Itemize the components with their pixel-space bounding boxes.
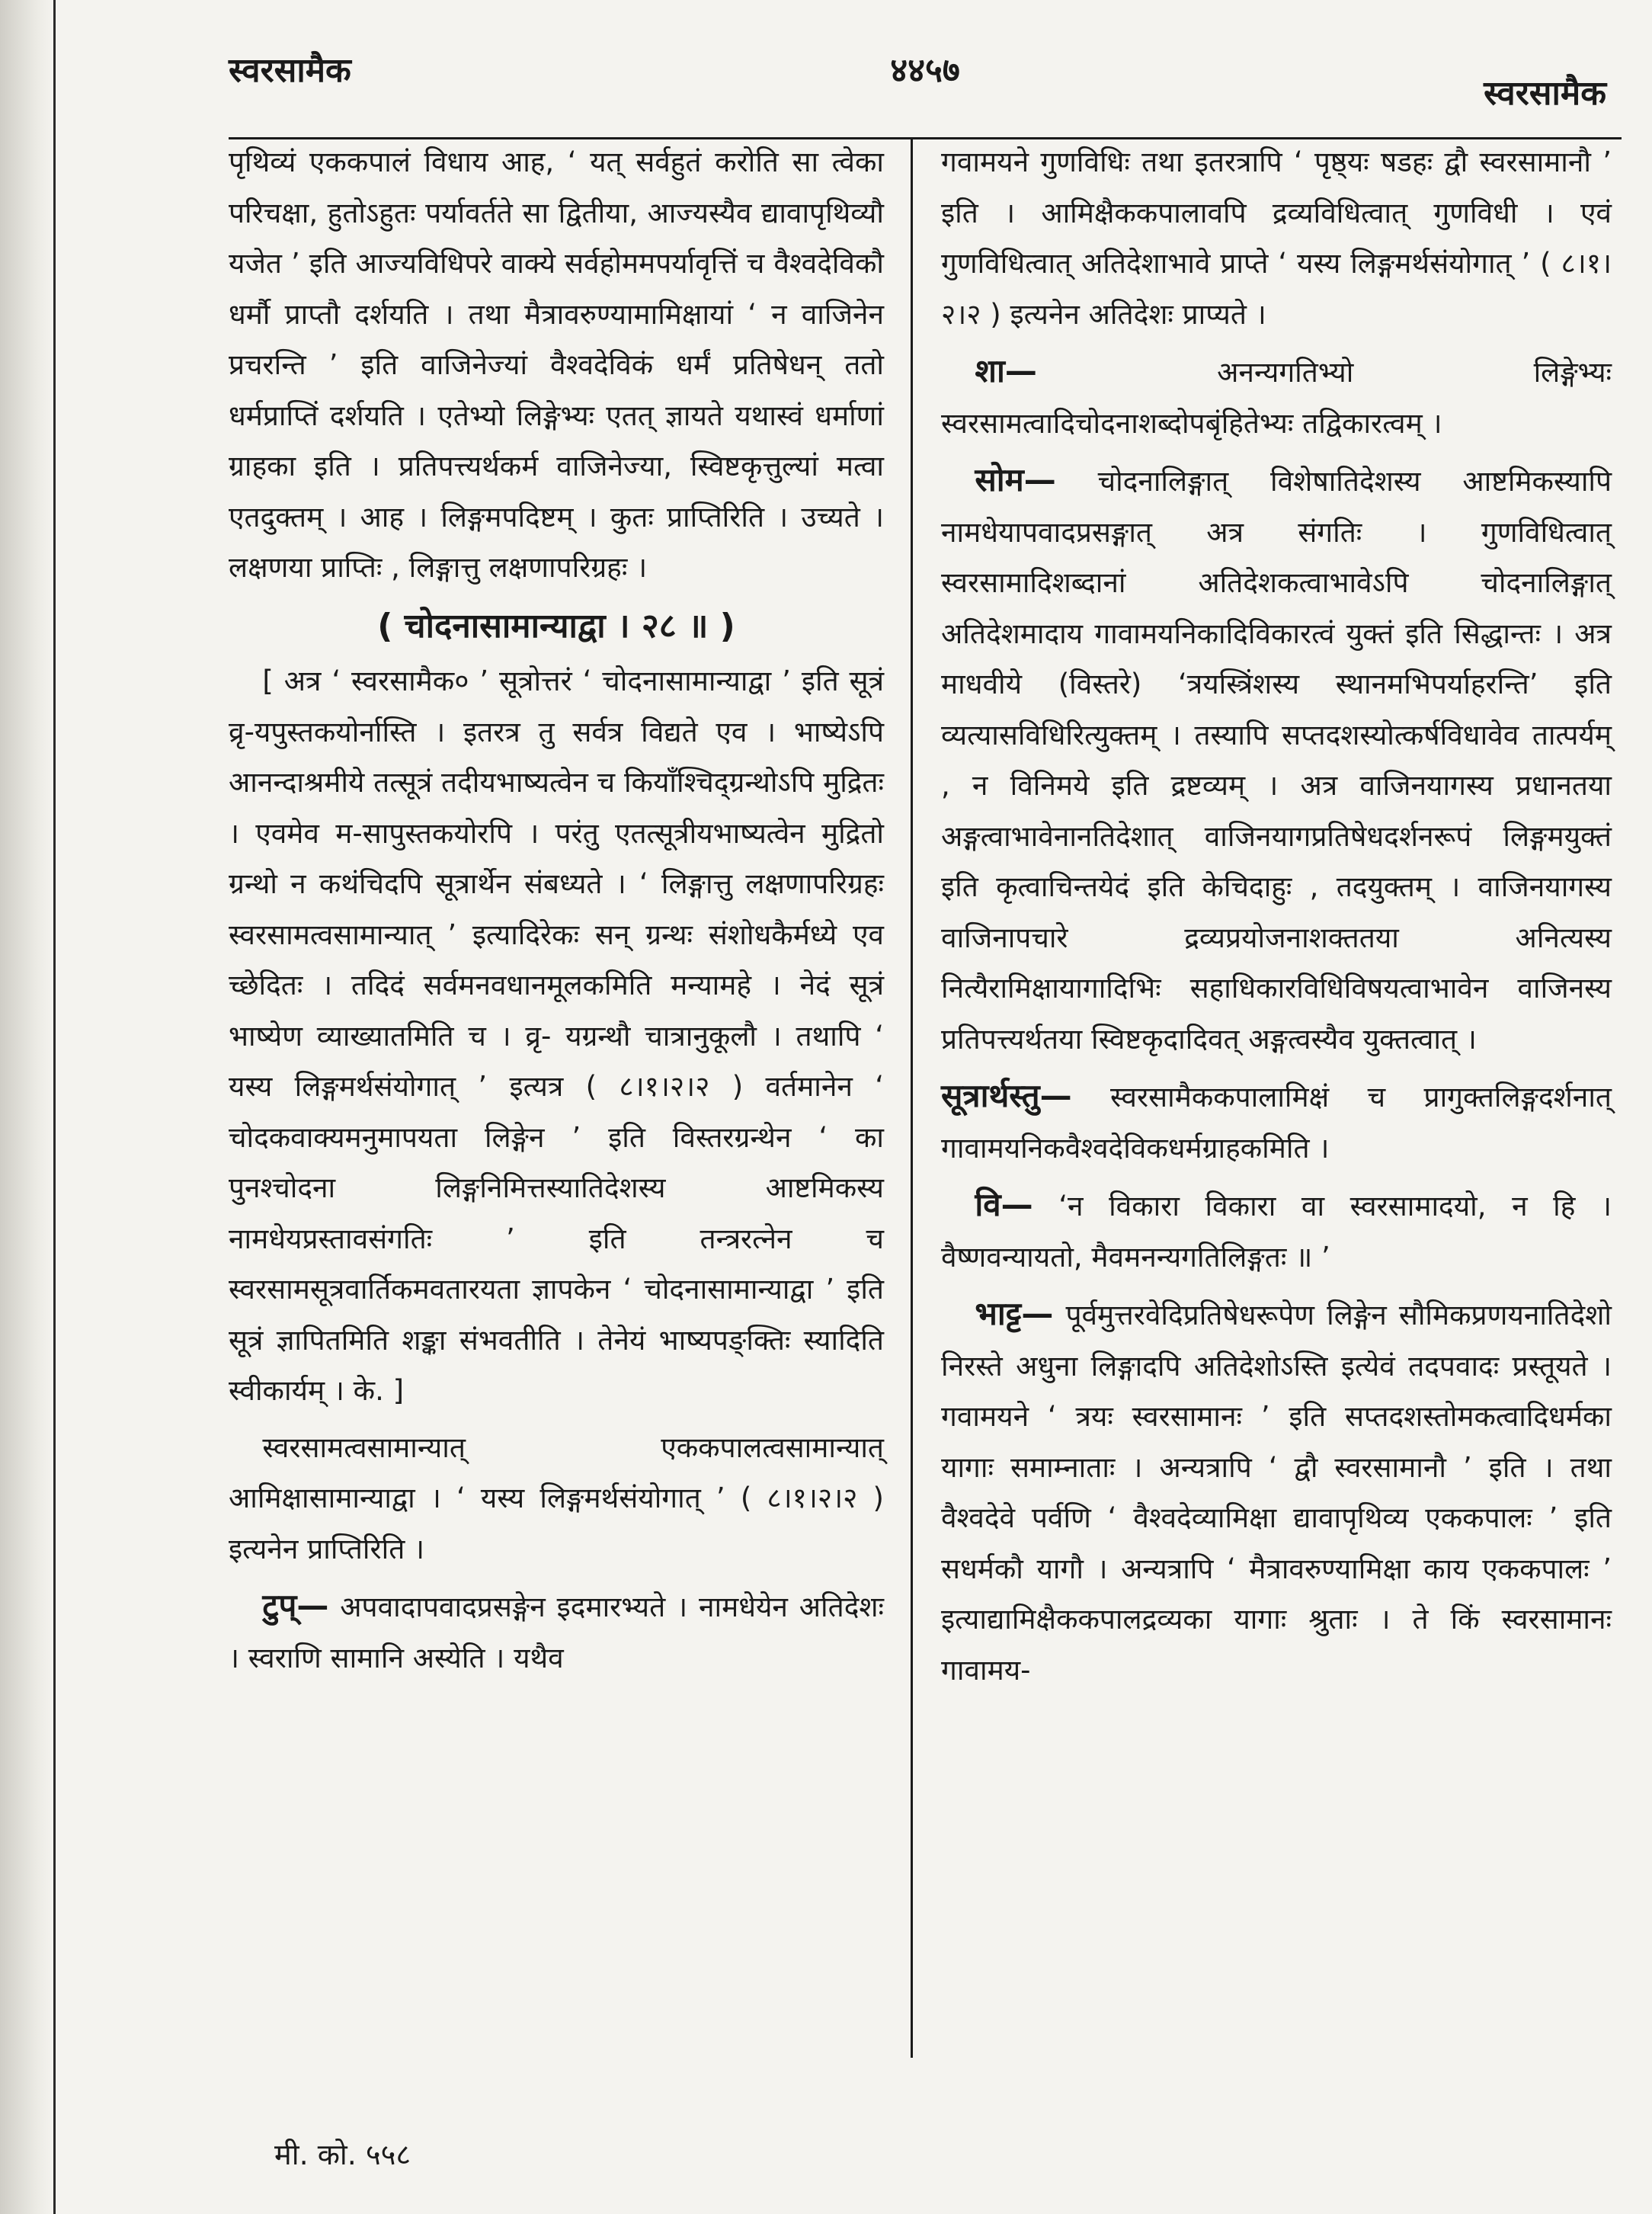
tup-commentary [229,1581,884,1684]
bhatta-label: भाट्ट— [975,1295,1054,1332]
page-header [229,30,1622,122]
left-paragraph-2: स्वरसामत्वसामान्यात् एककपालत्वसामान्यात् आमिक्षासामान्याद्वा । ‘ यस्य लिङ्गमर्थसंयोगात् ’ ( ८।१।२।२ ) इत्यनेन प्राप्तिरिति । [229,1431,884,1565]
sutrartha-label: सूत्रार्थस्तु— [941,1077,1072,1114]
sha-label: शा— [975,352,1037,389]
left-column [229,137,884,1690]
right-paragraph-1: गवामयने गुणविधिः तथा इतरत्रापि ‘ पृष्ठ्यः षडहः द्वौ स्वरसामानौ ’ इति । आमिक्षैककपालावपि द्रव्यविधित्वात् गुणविधी । एवं गुणविधित्वात् अतिदेशाभावे प्राप्ते ‘ यस्य लिङ्गमर्थसंयोगात् ’ ( ८।१।२।२ ) इत्यनेन अतिदेशः प्राप्यते । [941,146,1612,331]
footer-signature: मी. को. ५५८ [274,2138,411,2171]
running-head-left: स्वरसामैक [229,51,351,90]
running-head-right: स्वरसामैक [1484,74,1606,113]
bhatta-commentary [941,1289,1612,1696]
sha-text: अनन्यगतिभ्यो लिङ्गेभ्यः स्वरसामत्वादिचोदनाशब्दोपबृंहितेभ्यः तद्विकारत्वम् । [941,356,1612,440]
sutrartha-commentary [941,1071,1612,1174]
sutrartha-text: स्वरसामैककपालामिक्षं च प्रागुक्तलिङ्गदर्शनात् गावामयनिकवैश्वदेविकधर्मग्राहकमिति । [941,1081,1612,1165]
sha-commentary [941,346,1612,449]
column-divider [911,137,913,2058]
sutra-heading: ( चोदनासामान्याद्वा । २८ ॥ ) [377,606,735,646]
tup-text: अपवादापवादप्रसङ्गेन इदमारभ्यते । नामधेयेन अतिदेशः । स्वराणि सामानि अस्येति । यथैव [229,1591,885,1674]
vi-text: ‘न विकारा विकारा वा स्वरसामादयो, न हि । वैष्णवन्यायतो, मैवमनन्यगतिलिङ्गतः ॥ ’ [941,1190,1612,1274]
editor-bracket-note: [ अत्र ‘ स्वरसामैक० ’ सूत्रोत्तरं ‘ चोदनासामान्याद्वा ’ इति सूत्रं व्रृ-यपुस्तकयोर्नास्ति । इतरत्र तु सर्वत्र विद्यते एव । भाष्येऽपि आनन्दाश्रमीये तत्सूत्रं तदीयभाष्यत्वेन च कियाँश्चिद्ग्रन्थोऽपि मुद्रितः । एवमेव म-सापुस्तकयोरपि । परंतु एतत्सूत्रीयभाष्यत्वेन मुद्रितो ग्रन्थो न कथंचिदपि सूत्रार्थेन संबध्यते । ‘ लिङ्गात्तु लक्षणापरिग्रहः स्वरसामत्वसामान्यात् ’ इत्यादिरेकः सन् ग्रन्थः संशोधकैर्मध्ये एव च्छेदितः । तदिदं सर्वमनवधानमूलकमिति मन्यामहे । नेदं सूत्रं भाष्येण व्याख्यातमिति च । व्रृ- यग्रन्थौ चात्रानुकूलौ । तथापि ‘ यस्य लिङ्गमर्थसंयोगात् ’ इत्यत्र ( ८।१।२।२ ) वर्तमानेन ‘ चोदकवाक्यमनुमापयता लिङ्गेन ’ इति विस्तरग्रन्थेन ‘ का पुनश्चोदना लिङ्गनिमित्तस्यातिदेशस्य आष्टमिकस्य नामधेयप्रस्तावसंगतिः ’ इति तन्त्ररत्नेन च स्वरसामसूत्रवार्तिकमवतारयता ज्ञापकेन ‘ चोदनासामान्याद्वा ’ इति सूत्रं ज्ञापितमिति शङ्का संभवतीति । तेनेयं भाष्यपङ्क्तिः स्यादिति स्वीकार्यम् । के. ] [229,665,884,1407]
som-text: चोदनालिङ्गात् विशेषातिदेशस्य आष्टमिकस्यापि नामधेयापवादप्रसङ्गात् अत्र संगतिः । गुणविधित्वात् स्वरसामादिशब्दानां अतिदेशकत्वाभावेऽपि चोदनालिङ्गात् अतिदेशमादाय गावामयनिकादिविकारत्वं युक्तं इति सिद्धान्तः । अत्र माधवीये (विस्तरे) ‘त्रयस्त्रिंशस्य स्थानमभिपर्याहरन्ति’ इति व्यत्यासविधिरित्युक्तम् । तस्यापि सप्तदशस्योत्कर्षविधावेव तात्पर्यम् , न विनिमये इति द्रष्टव्यम् । अत्र वाजिनयागस्य प्रधानतया अङ्गत्वाभावेनानतिदेशात् वाजिनयागप्रतिषेधदर्शनरूपं लिङ्गमयुक्तं इति कृत्वाचिन्तयेदं इति केचिदाहुः , तदयुक्तम् । वाजिनयागस्य वाजिनापचारे द्रव्यप्रयोजनाशक्ततया अनित्यस्य नित्यैरामिक्षायागादिभिः सहाधिकारविधिविषयत्वाभावेन वाजिनस्य प्रतिपत्त्यर्थतया स्विष्टकृदादिवत् अङ्गत्वस्यैव युक्तत्वात् । [941,465,1612,1056]
som-label: सोम— [975,461,1056,498]
vi-commentary [941,1180,1612,1283]
vi-label: वि— [975,1186,1033,1223]
tup-label: टुप्— [262,1587,329,1624]
binding-edge [0,0,56,2214]
left-paragraph-1: पृथिव्यं एककपालं विधाय आह, ‘ यत् सर्वहुतं करोति सा त्वेका परिचक्षा, हुतोऽहुतः पर्यावर्तते सा द्वितीया, आज्यस्यैव द्यावापृथिव्यौ यजेत ’ इति आज्यविधिपरे वाक्ये सर्वहोममपर्यावृत्तिं च वैश्वदेविकौ धर्मौ प्राप्तौ दर्शयति । तथा मैत्रावरुण्यामामिक्षायां ‘ न वाजिनेन प्रचरन्ति ’ इति वाजिनेज्यां वैश्वदेविकं धर्मं प्रतिषेधन् ततो धर्मप्राप्तिं दर्शयति । एतेभ्यो लिङ्गेभ्यः एतत् ज्ञायते यथास्वं धर्माणां ग्राहका इति । प्रतिपत्त्यर्थकर्म वाजिनेज्या, स्विष्टकृत्तुल्यां मत्वा एतदुक्तम् । आह । लिङ्गमपदिष्टम् । कुतः प्राप्तिरिति । उच्यते । लक्षणया प्राप्तिः , लिङ्गात्तु लक्षणापरिग्रहः । [229,146,884,584]
page-number: ४४५७ [890,51,960,90]
right-column [941,137,1612,1702]
bhatta-text: पूर्वमुत्तरवेदिप्रतिषेधरूपेण लिङ्गेन सौमिकप्रणयनातिदेशो निरस्ते अधुना लिङ्गादपि अतिदेशोऽस्ति इत्येवं तदपवादः प्रस्तूयते । गवामयने ‘ त्रयः स्वरसामानः ’ इति सप्तदशस्तोमकत्वादिधर्मका यागाः समाम्नाताः । अन्यत्रापि ‘ द्वौ स्वरसामानौ ’ इति । तथा वैश्वदेवे पर्वणि ‘ वैश्वदेव्यामिक्षा द्यावापृथिव्य एककपालः ’ इति सधर्मकौ यागौ । अन्यत्रापि ‘ मैत्रावरुण्यामिक्षा काय एककपालः ’ इत्याद्यामिक्षैककपालद्रव्यका यागाः श्रुताः । ते किं स्वरसामानः गावामय- [941,1299,1612,1687]
som-commentary [941,455,1612,1065]
